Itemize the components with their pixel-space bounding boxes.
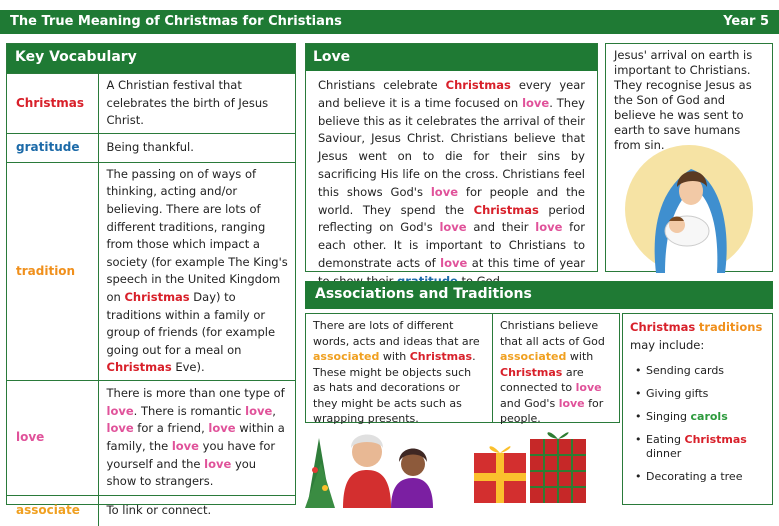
vocab-term: gratitude: [7, 133, 98, 162]
list-item: [630, 470, 765, 484]
highlighted-keyword: love: [106, 403, 134, 418]
highlighted-keyword: love: [575, 381, 602, 394]
vocab-term: associate: [7, 495, 98, 526]
vocab-row-tradition: [7, 162, 295, 380]
text-run: with: [379, 350, 410, 363]
text-run: Eve).: [171, 360, 205, 375]
text-run: Decorating a tree: [646, 470, 743, 483]
vocab-row-gratitude: [7, 133, 295, 162]
page-title: The True Meaning of Christmas for Christians: [10, 14, 342, 29]
text-run: and their: [466, 220, 536, 235]
vocab-row-associate: [7, 495, 295, 526]
text-run: for a friend,: [133, 421, 209, 436]
jesus-panel: [605, 43, 773, 272]
traditions-title: [630, 318, 765, 336]
vocabulary-heading: Key Vocabulary: [7, 44, 295, 73]
love-paragraph: [306, 71, 597, 297]
text-run: . They believe this as it celebrates the arrival of their Saviour, Jesus Christ. Christians believe that Jesus went on to die for their sins by sacrificing His life on the cross. Christians feel this shows God's: [318, 95, 585, 199]
list-item: [630, 387, 765, 401]
text-run: and God's: [500, 396, 559, 410]
highlighted-keyword: Christmas: [445, 78, 511, 92]
highlighted-keyword: love: [245, 403, 273, 418]
vocabulary-table: [7, 73, 295, 526]
highlighted-keyword: love: [171, 438, 199, 453]
highlighted-keyword: associated: [500, 350, 567, 363]
highlighted-keyword: Christmas: [409, 350, 473, 363]
text-run: period reflecting on God's: [318, 202, 585, 235]
text-run: Day) to traditions within a family or group of friends (for example going out for a meal on: [106, 289, 276, 357]
highlighted-keyword: traditions: [698, 320, 763, 334]
gift-boxes-icon: [470, 425, 590, 507]
text-run: within a family, the: [106, 421, 285, 453]
highlighted-keyword: love: [208, 421, 236, 436]
love-heading: Love: [306, 44, 597, 71]
text-run: every year and believe it is a time focused on: [318, 78, 585, 110]
text-run: Singing: [646, 410, 691, 423]
text-run: . These might be objects such as hats and decorations or they might be acts such as wrapping presents.: [313, 350, 476, 425]
associations-paragraph-1: [305, 313, 492, 423]
vocab-row-love: [7, 380, 295, 495]
text-run: dinner: [646, 447, 682, 460]
text-run: for people and the world. They spend the: [318, 184, 585, 217]
key-vocabulary-panel: [6, 43, 296, 518]
highlighted-keyword: Christmas: [124, 289, 190, 304]
highlighted-keyword: associated: [313, 350, 380, 363]
text-run: you show to strangers.: [106, 456, 257, 489]
vocab-row-christmas: [7, 74, 295, 134]
text-run: Giving gifts: [646, 387, 709, 400]
vocab-definition: [98, 162, 295, 380]
love-panel: [305, 43, 598, 272]
text-run: There are lots of different words, acts and ideas that are: [313, 319, 480, 348]
text-run: you have for yourself and the: [106, 438, 276, 471]
traditions-list-panel: [622, 313, 773, 505]
highlighted-keyword: love: [440, 255, 468, 270]
family-christmas-icon: [305, 408, 465, 508]
vocab-definition: [98, 74, 295, 134]
text-run: Eating: [646, 433, 685, 446]
text-run: Sending cards: [646, 364, 725, 377]
highlighted-keyword: love: [439, 220, 467, 235]
text-run: with: [566, 350, 594, 363]
text-run: at this time of year: [471, 255, 585, 270]
highlighted-keyword: love: [204, 456, 232, 471]
highlighted-keyword: Christmas: [500, 365, 563, 379]
highlighted-keyword: love: [535, 220, 563, 235]
list-item: [630, 364, 765, 378]
highlighted-keyword: Christmas: [473, 202, 539, 217]
vocab-term: love: [7, 380, 98, 495]
list-item: [630, 410, 765, 424]
text-run: . There is romantic: [133, 403, 246, 418]
jesus-paragraph: Jesus' arrival on earth is important to Christians. They recognise Jesus as the Son of God and believe he was sent to earth to save humans from sin.: [614, 48, 753, 152]
vocab-term: Christmas: [7, 74, 98, 134]
header-bar: [0, 10, 779, 34]
text-run: are connected to: [500, 365, 584, 394]
text-run: for each other. It is important to Christians to demonstrate acts of: [318, 220, 585, 270]
list-item: [630, 433, 765, 461]
text-run: Christians celebrate: [318, 78, 446, 92]
text-run: A Christian festival that celebrates the birth of Jesus Christ.: [106, 78, 269, 128]
traditions-intro: may include:: [630, 338, 705, 352]
associations-paragraph-2: [492, 313, 620, 423]
text-run: Christians believe that all acts of God: [500, 319, 605, 348]
vocab-definition: [98, 380, 295, 495]
vocab-term: tradition: [7, 162, 98, 380]
highlighted-keyword: Christmas: [684, 433, 747, 446]
text-run: The passing on of ways of thinking, acting and/or believing. There are lots of different traditions, ranging from those which impact a society (for example The King's speech in the United Kingdom on: [106, 166, 288, 304]
highlighted-keyword: love: [106, 421, 134, 436]
vocab-definition: [98, 495, 295, 526]
highlighted-keyword: carols: [690, 410, 728, 423]
text-run: To link or connect.: [106, 503, 212, 518]
vocab-definition: [98, 133, 295, 162]
highlighted-keyword: Christmas: [630, 320, 696, 334]
associations-heading: Associations and Traditions: [305, 281, 773, 309]
highlighted-keyword: Christmas: [106, 360, 172, 375]
text-run: There is more than one type of: [106, 386, 285, 401]
text-run: for people.: [500, 396, 604, 425]
text-run: Being thankful.: [106, 139, 194, 154]
text-run: ,: [272, 403, 276, 418]
highlighted-keyword: love: [522, 95, 550, 110]
highlighted-keyword: love: [430, 184, 458, 199]
highlighted-keyword: love: [558, 396, 585, 410]
mary-and-baby-icon: [621, 139, 757, 273]
traditions-list: [630, 364, 765, 484]
year-label: Year 5: [723, 14, 769, 29]
